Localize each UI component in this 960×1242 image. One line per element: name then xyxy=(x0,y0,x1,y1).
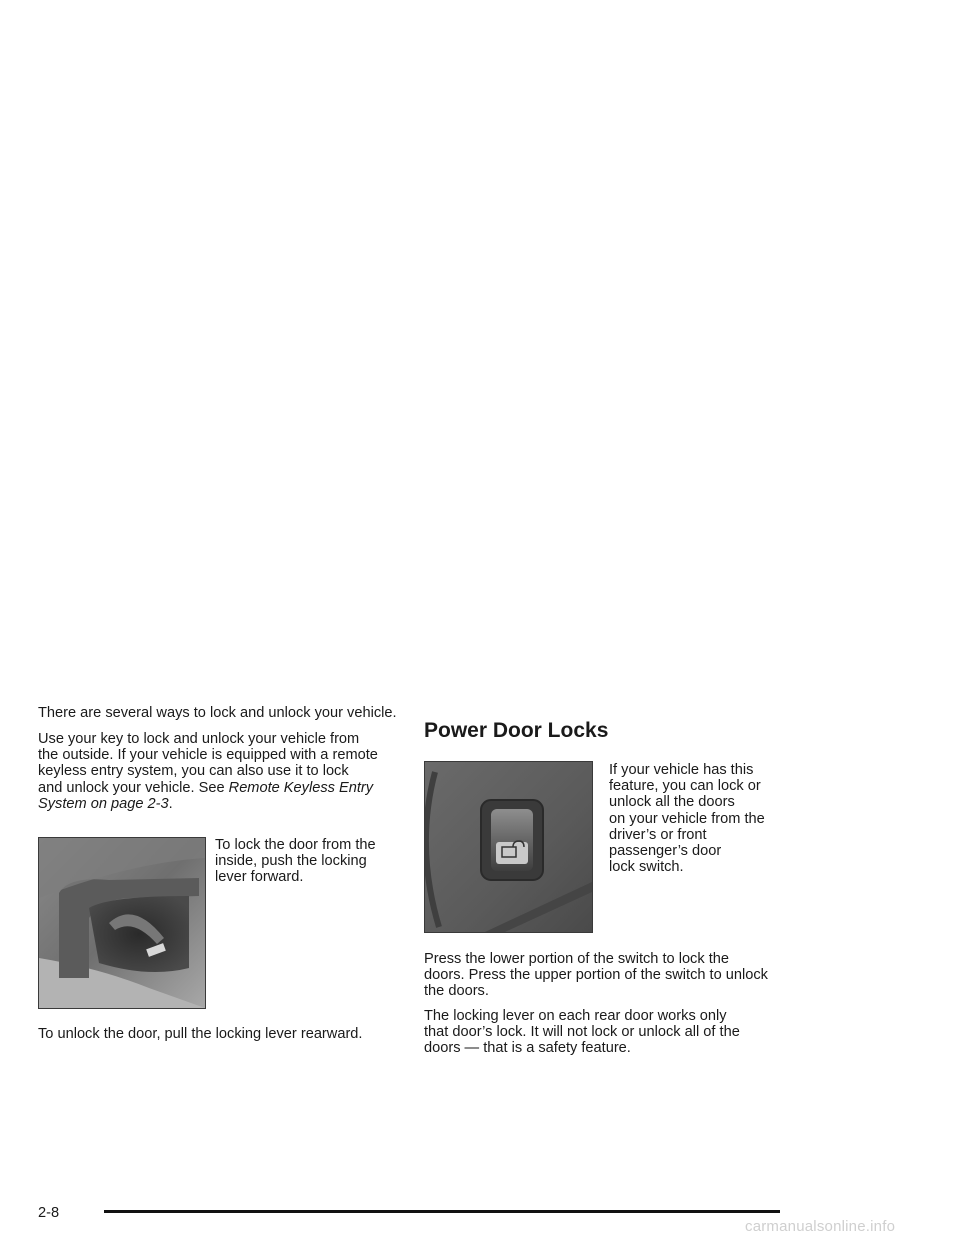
remote-keyless-entry-page-ref[interactable]: System on page 2-3 xyxy=(38,795,169,812)
lock-switch-image xyxy=(425,762,592,932)
key-paragraph: Use your key to lock and unlock your vehicle from the outside. If your vehicle is equipped with a remote keyless entry system, you can also use it to lock and unlock your vehicle. See Remote Keyless Entry System on page 2-3. xyxy=(38,731,378,812)
section-heading-power-door-locks: Power Door Locks xyxy=(424,719,609,742)
lock-instructions: To lock the door from the inside, push the locking lever forward. xyxy=(215,837,376,886)
door-lever-image xyxy=(39,838,205,1008)
door-lock-lever-photo xyxy=(38,837,206,1009)
unlock-paragraph: To unlock the door, pull the locking lever rearward. xyxy=(38,1026,363,1042)
door-lock-switch-photo xyxy=(424,761,593,933)
rear-door-paragraph: The locking lever on each rear door works only that door’s lock. It will not lock or unlock all of the doors — that is a safety feature. xyxy=(424,1008,740,1057)
footer-rule xyxy=(104,1210,780,1213)
page-number: 2-8 xyxy=(38,1205,60,1221)
intro-paragraph: There are several ways to lock and unlock your vehicle. xyxy=(38,705,397,721)
remote-keyless-entry-link[interactable]: Remote Keyless Entry xyxy=(228,779,374,796)
watermark: carmanualsonline.info xyxy=(745,1218,896,1235)
power-lock-feature-text: If your vehicle has this feature, you can lock or unlock all the doors on your vehicle from the driver’s or front passenger’s door lock switch. xyxy=(609,762,765,876)
press-switch-paragraph: Press the lower portion of the switch to lock the doors. Press the upper portion of the switch to unlock the doors. xyxy=(424,951,768,1000)
